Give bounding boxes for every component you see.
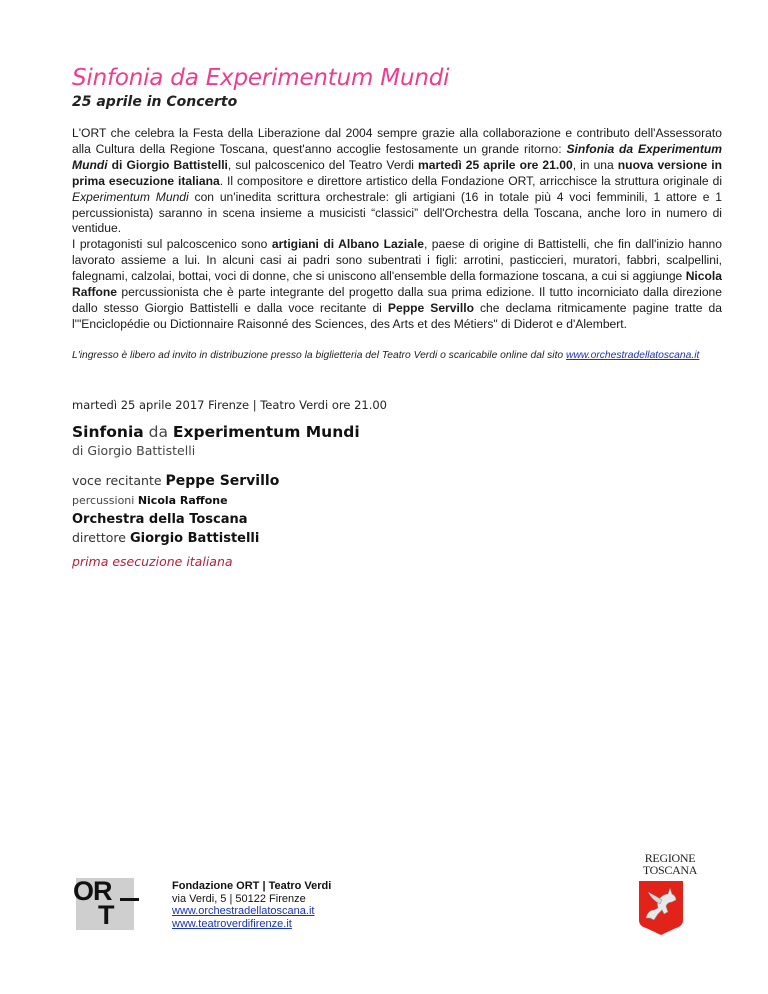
text: percussionista che è parte integrante del progetto dalla sua prima edizione. Il tutto incorniciato dalla direzione dallo stesso Giorgio Battistelli e dalla voce recitante di — [72, 285, 722, 315]
text: , paese di origine di Battistelli, che fin dall'inizio hanno lavorato assieme a lui. In alcuni casi ai padri sono subentrati i figli: arrotini, pasticcieri, muratori, fabbri, scalpellini, falegnami, calzolai, bottai, voci di donne, che si uniscono all'ensemble della formazione toscana, a cui si aggiunge — [72, 237, 722, 284]
ort-logo-dash — [120, 898, 139, 901]
credit-role: voce recitante — [72, 472, 166, 488]
ort-logo — [73, 876, 134, 930]
credit-role: percussioni — [72, 493, 138, 507]
credit-orchestra-name: Orchestra della Toscana — [72, 511, 248, 527]
regione-text: REGIONE — [644, 851, 696, 865]
admission-text: L'ingresso è libero ad invito in distribuzione presso la biglietteria del Teatro Verdi o scaricabile online dal sito — [72, 349, 567, 361]
text: , in una — [572, 157, 618, 172]
page-subtitle: 25 aprile in Concerto — [72, 94, 238, 110]
paragraph-1 — [72, 126, 722, 237]
press-release-body — [72, 126, 722, 333]
footer-org-name: Fondazione ORT | Teatro Verdi — [172, 880, 332, 892]
footer-orchestra-link[interactable]: www.orchestradellatoscana.it — [172, 905, 315, 917]
text: che declama ritmicamente pagine tratte da l'"Enciclopédie ou Dictionnaire Raisonné des Sciences, des Arts et des Métiers" di Diderot e d'Alembert. — [72, 300, 722, 331]
ort-logo-t: T — [98, 900, 115, 930]
work-title-part: Experimentum Mundi — [172, 422, 360, 441]
footer-contact — [172, 880, 331, 930]
footer-address: via Verdi, 5 | 50122 Firenze — [172, 892, 306, 905]
text: . Il compositore e direttore artistico della Fondazione ORT, arricchisce la struttura originale di — [219, 173, 723, 188]
date-bold: martedì 25 aprile ore 21.00 — [418, 157, 573, 172]
credit-conductor — [72, 528, 722, 547]
credit-role: direttore — [72, 529, 130, 545]
narrator-bold: Peppe Servillo — [387, 300, 474, 315]
document-page — [72, 64, 722, 569]
credit-name: Giorgio Battistelli — [129, 530, 260, 546]
event-date-line: martedì 25 aprile 2017 Firenze | Teatro Verdi ore 21.00 — [72, 397, 387, 412]
text: I protagonisti sul palcoscenico sono — [72, 237, 272, 252]
credit-percussion — [72, 490, 722, 509]
percussionist-bold: Nicola Raffone — [72, 269, 722, 300]
text: con un'inedita scrittura orchestrale: gli artigiani (16 in totale più 4 voci femminili, 1 attore e 1 percussionista) saranno in scena insieme a musicisti “classici” dell'Orchestra della Toscana, anche loro in numero di ventidue. — [72, 189, 722, 236]
toscana-text: TOSCANA — [642, 863, 698, 877]
credit-name: Peppe Servillo — [165, 472, 280, 489]
credit-name: Nicola Raffone — [137, 493, 228, 507]
work-title-bold-italic: Sinfonia da Experimentum Mundi — [72, 141, 722, 172]
credit-orchestra — [72, 509, 722, 528]
footer-theatre-link[interactable]: www.teatroverdifirenze.it — [172, 917, 292, 930]
artisans-bold: artigiani di Albano Laziale — [271, 237, 424, 252]
work-title-italic: Experimentum Mundi — [72, 189, 189, 204]
pegasus-shield-icon — [638, 880, 684, 936]
page-title: Sinfonia da Experimentum Mundi — [72, 65, 450, 91]
work-title — [72, 423, 722, 442]
ort-logo-or: OR — [73, 876, 112, 906]
credit-narrator — [72, 471, 722, 490]
credits-list — [72, 471, 722, 547]
work-title-part: da — [143, 422, 173, 441]
orchestra-website-link[interactable]: www.orchestradellatoscana.it — [566, 349, 700, 361]
paragraph-2 — [72, 237, 722, 332]
composer-bold: di Giorgio Battistelli — [107, 157, 228, 172]
text: , sul palcoscenico del Teatro Verdi — [227, 157, 419, 172]
regione-toscana-logo — [638, 852, 702, 941]
premiere-bold: nuova versione in prima esecuzione italiana — [72, 157, 722, 188]
work-title-part: Sinfonia — [72, 422, 144, 441]
composer-line: di Giorgio Battistelli — [72, 442, 196, 458]
admission-note — [72, 349, 722, 363]
premiere-label: prima esecuzione italiana — [72, 553, 233, 569]
text: L'ORT che celebra la Festa della Liberazione dal 2004 sempre grazie alla collaborazione e contributo dell'Assessorato alla Cultura della Regione Toscana, quest'anno accoglie festosamente un grande ritorno: — [72, 126, 722, 156]
